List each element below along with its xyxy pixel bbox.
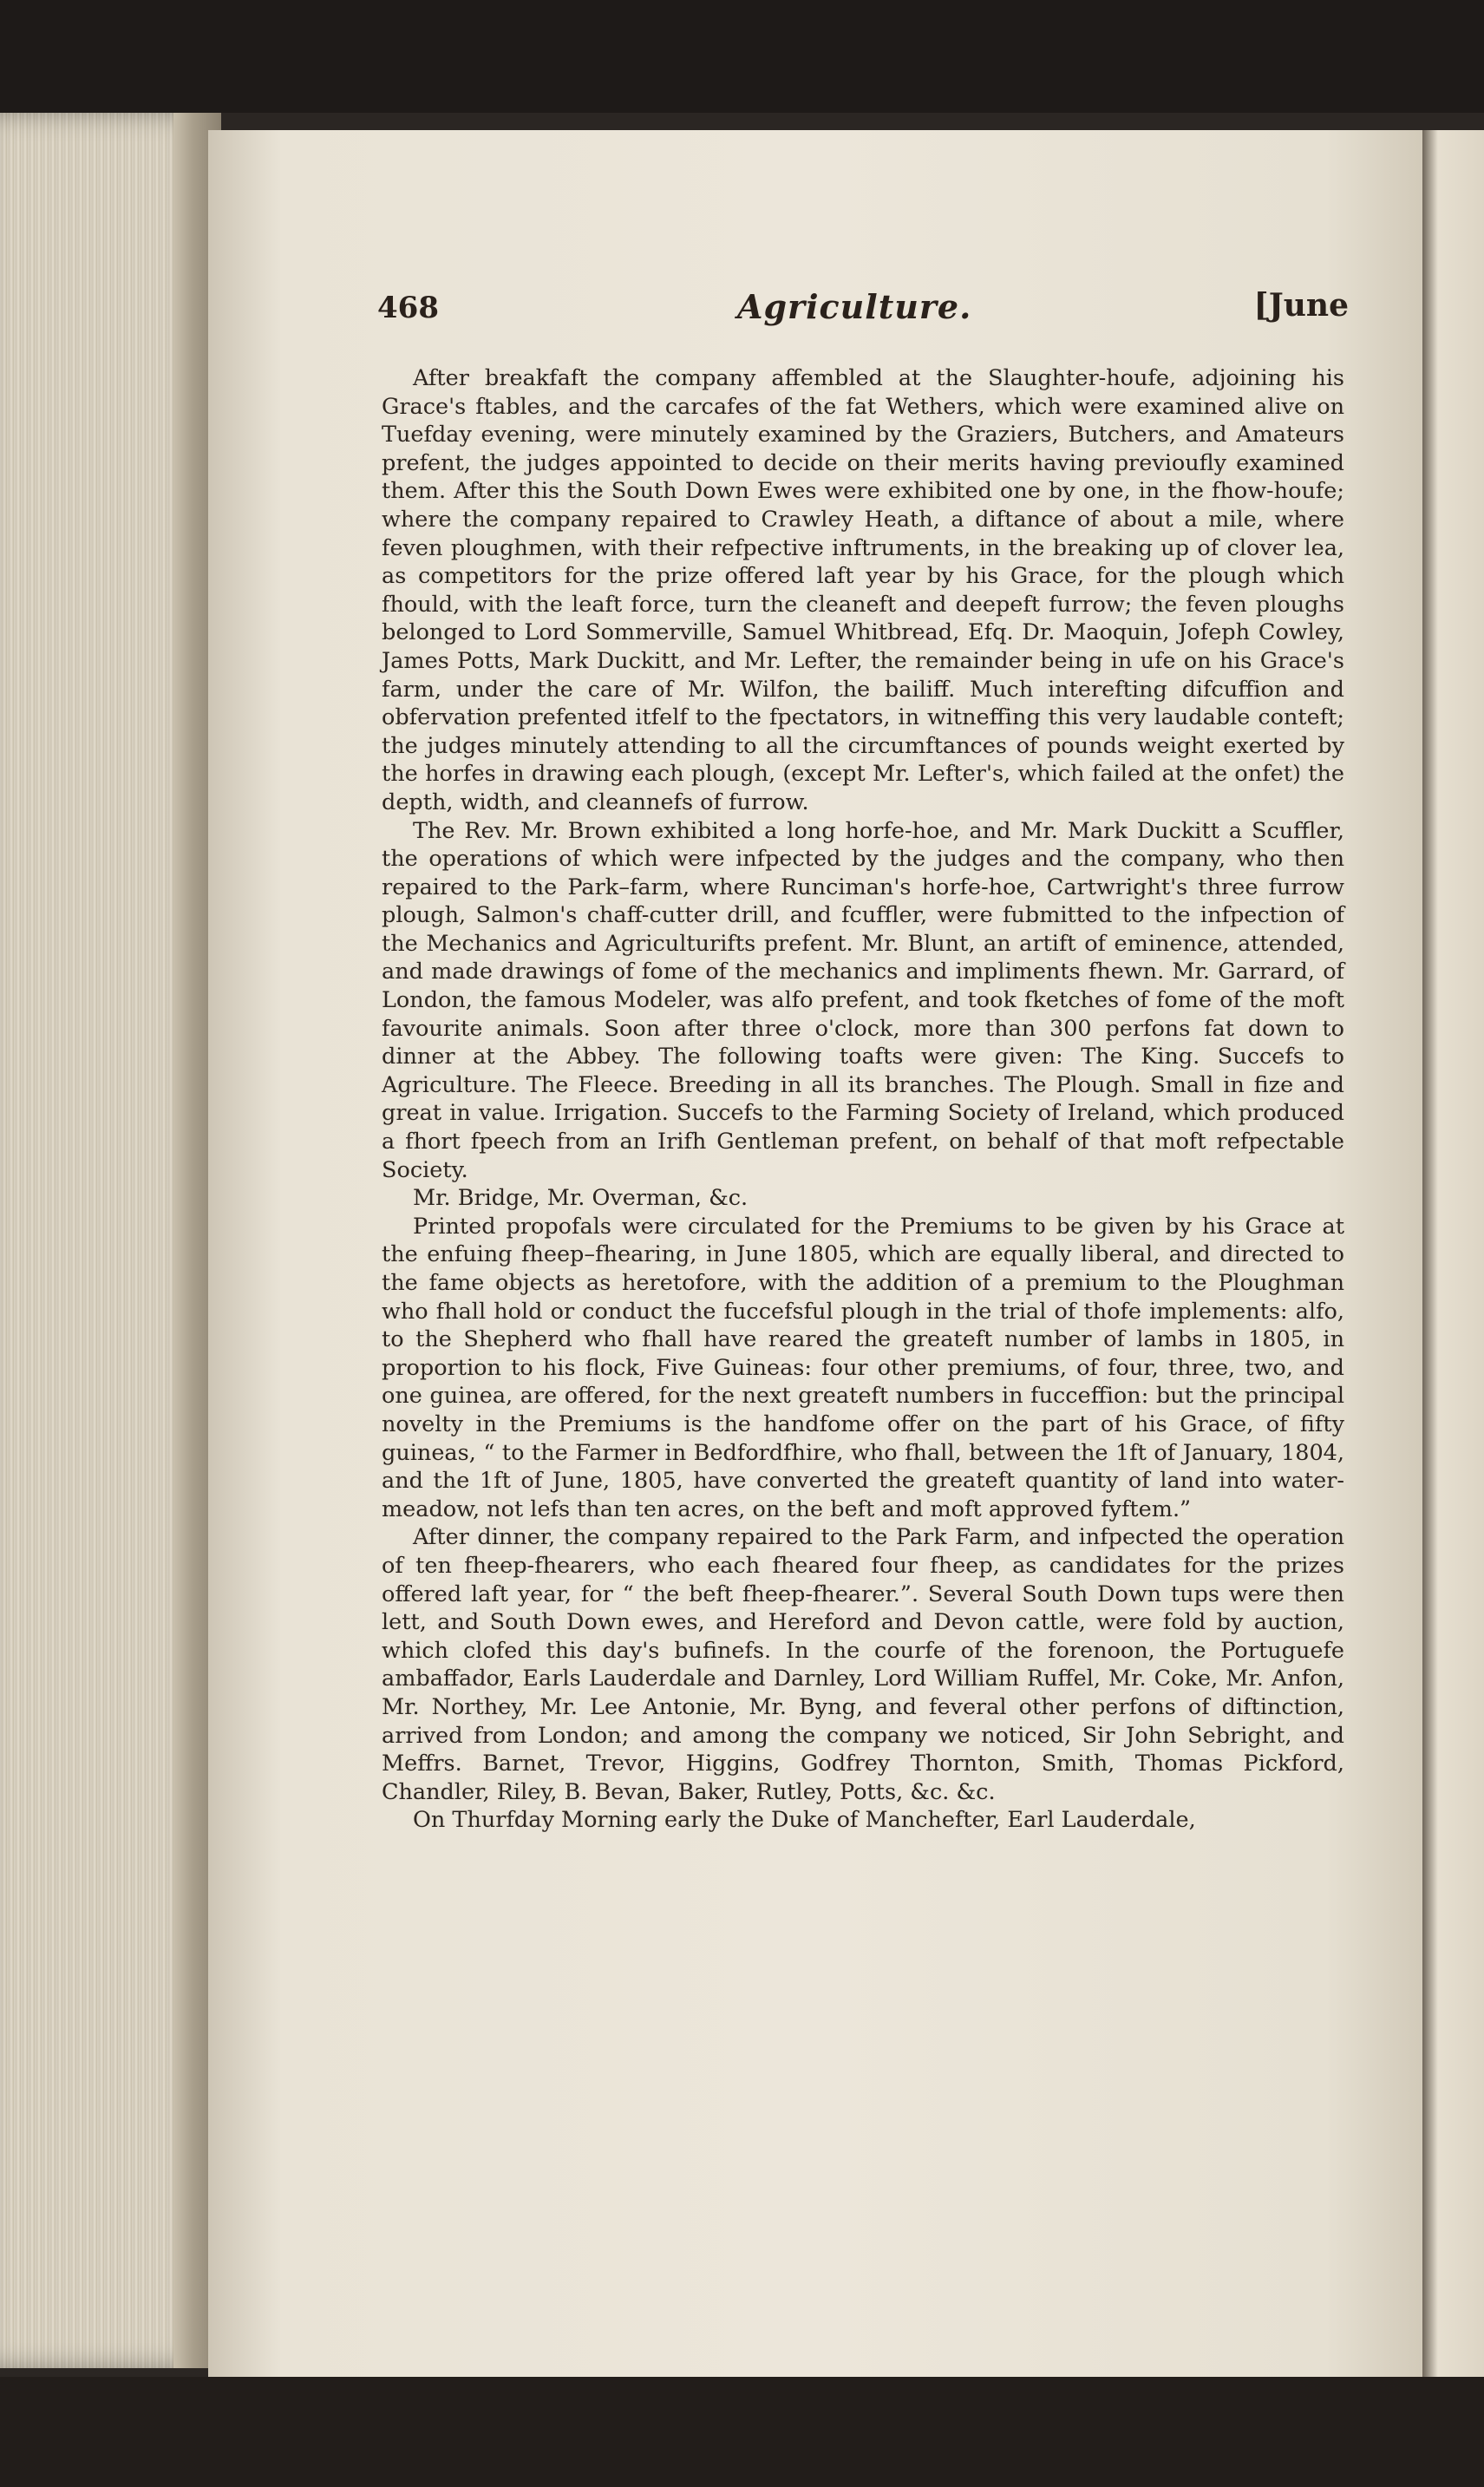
- right-page-edge: [1422, 130, 1484, 2377]
- top-background: [0, 0, 1484, 113]
- paragraph: Mr. Bridge, Mr. Overman, &c.: [413, 1185, 749, 1212]
- running-head: Agriculture.: [737, 287, 972, 326]
- paragraph: The Rev. Mr. Brown exhibited a long horfe-hoe, and Mr. Mark Duckitt a Scuffler, the operations of which were infpected by the judges and the company, who then repaired to the Park–farm, where Runciman's horfe-hoe, Cartwright's three furrow plough, Salmon's chaff-cutter drill, and fcuffler, were fubmitted to the infpection of the Mechanics and Agriculturifts prefent. Mr. Blunt, an artift of eminence, attended, and made drawings of fome of the mechanics and impliments fhewn. Mr. Garrard, of London, the famous Modeler, was alfo prefent, and took fketches of fome of the moft favourite animals. Soon after three o'clock, more than 300 perfons fat down to dinner at the Abbey. The following toafts were given: The King. Succefs to Agriculture. The Fleece. Breeding in all its branches. The Plough. Small in fize and great in value. Irrigation. Succefs to the Farming Society of Ireland, which produced a fhort fpeech from an Irifh Gentleman prefent, on behalf of that moft refpectable Society.: [382, 817, 1344, 1183]
- month-label: [June: [1253, 287, 1349, 324]
- page-body: [382, 364, 1344, 1835]
- paragraph: Printed propofals were circulated for the Premiums to be given by his Grace at the enfuing fheep–fhearing, in June 1805, which are equally liberal, and directed to the fame objects as heretofore, with the addition of a premium to the Ploughman who fhall hold or conduct the fuccefsful plough in the trial of thofe implements: alfo, to the Shepherd who fhall have reared the greateft number of lambs in 1805, in proportion to his flock, Five Guineas: four other premiums, of four, three, two, and one guinea, are offered, for the next greateft numbers in fucceffion: but the principal novelty in the Premiums is the handfome offer on the part of his Grace, of fifty guineas, “ to the Farmer in Bedfordfhire, who fhall, between the 1ft of January, 1804, and the 1ft of June, 1805, have converted the greateft quantity of land into water-meadow, not lefs than ten acres, on the beft and moft approved fyftem.”: [382, 1213, 1344, 1522]
- paragraph: After breakfaft the company affembled at the Slaughter-houfe, adjoining his Grace's ftables, and the carcafes of the fat Wethers, which were examined alive on Tuefday evening, were minutely examined by the Graziers, Butchers, and Amateurs prefent, the judges appointed to decide on their merits having previoufly examined them. After this the South Down Ewes were exhibited one by one, in the fhow-houfe; where the company repaired to Crawley Heath, a diftance of about a mile, where feven ploughmen, with their refpective inftruments, in the breaking up of clover lea, as competitors for the prize offered laft year by his Grace, for the plough which fhould, with the leaft force, turn the cleaneft and deepeft furrow; the feven ploughs belonged to Lord Sommerville, Samuel Whitbread, Efq. Dr. Maoquin, Jofeph Cowley, James Potts, Mark Duckitt, and Mr. Lefter, the remainder being in ufe on his Grace's farm, under the care of Mr. Wilfon, the bailiff. Much interefting difcuffion and obfervation prefented itfelf to the fpectators, in witneffing this very laudable conteft; the judges minutely attending to all the circumftances of pounds weight exerted by the horfes in drawing each plough, (except Mr. Lefter's, which failed at the onfet) the depth, width, and cleannefs of furrow.: [382, 365, 1344, 815]
- paragraph: After dinner, the company repaired to the Park Farm, and infpected the operation of ten fheep-fhearers, who each fheared four fheep, as candidates for the prizes offered laft year, for “ the beft fheep-fhearer.”. Several South Down tups were then lett, and South Down ewes, and Hereford and Devon cattle, were fold by auction, which clofed this day's bufinefs. In the courfe of the forenoon, the Portuguefe ambaffador, Earls Lauderdale and Darnley, Lord William Ruffel, Mr. Coke, Mr. Anfon, Mr. Northey, Mr. Lee Antonie, Mr. Byng, and feveral other perfons of diftinction, arrived from London; and among the company we noticed, Sir John Sebright, and Meffrs. Barnet, Trevor, Higgins, Godfrey Thornton, Smith, Thomas Pickford, Chandler, Riley, B. Bevan, Baker, Rutley, Potts, &c. &c.: [382, 1524, 1344, 1805]
- paragraph: On Thurfday Morning early the Duke of Manchefter, Earl Lauderdale,: [413, 1807, 1196, 1834]
- page-header: [377, 287, 1349, 343]
- page-number: 468: [377, 291, 439, 325]
- bottom-background: [0, 2377, 1484, 2487]
